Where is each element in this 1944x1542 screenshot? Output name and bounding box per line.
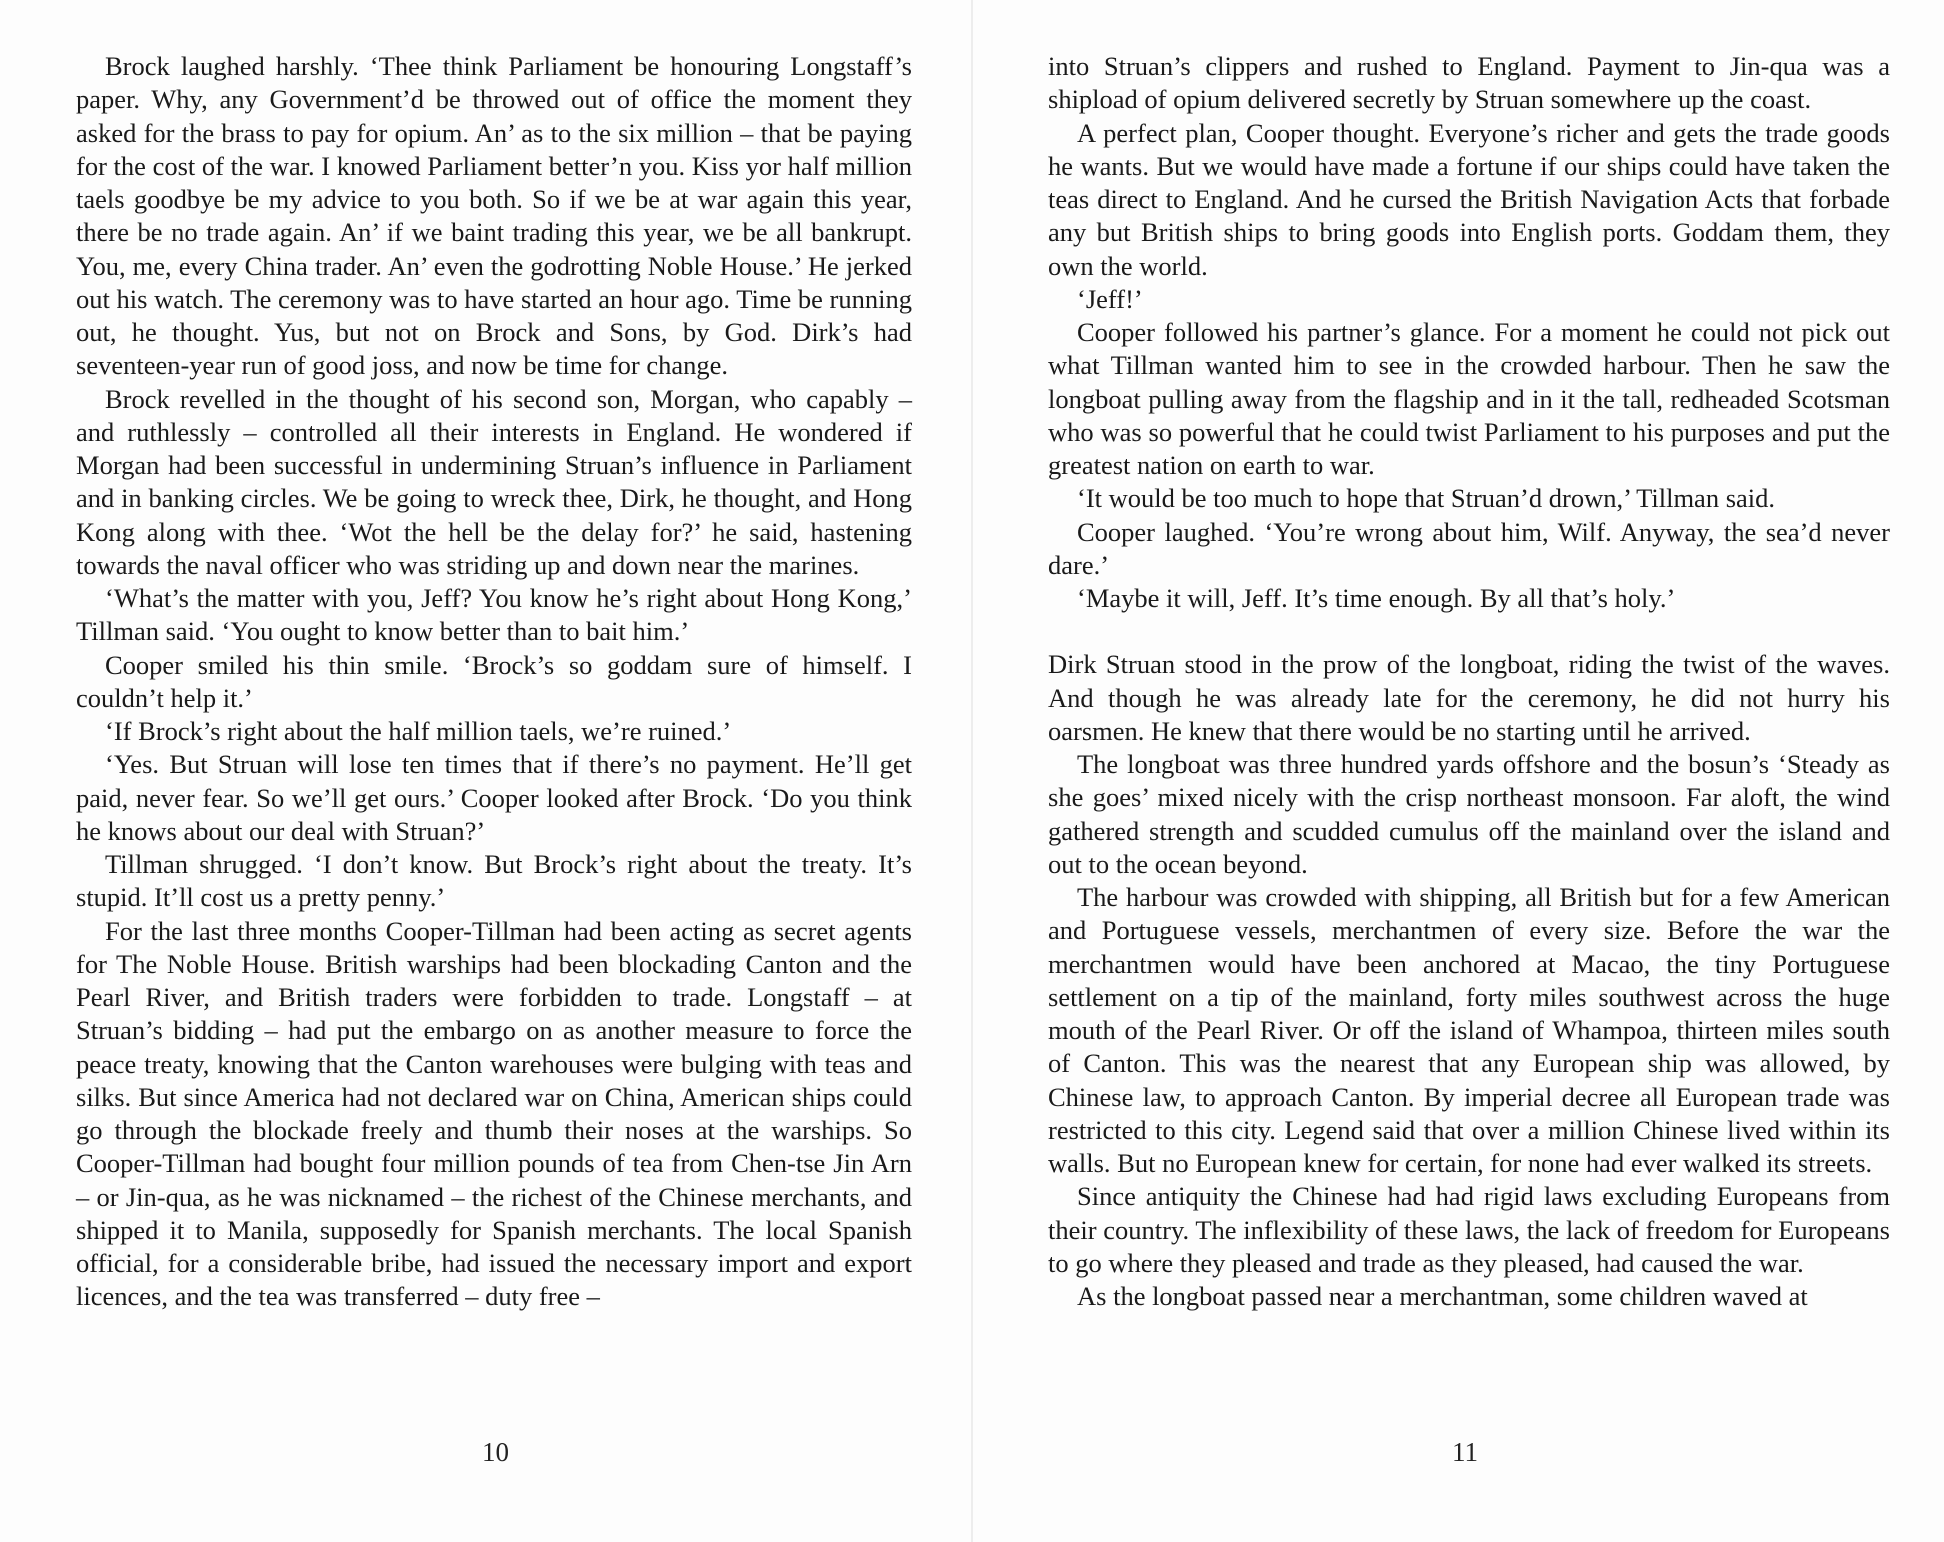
paragraph: Brock revelled in the thought of his second son, Morgan, who capably – and ruthlessly – controlled all their interests in England. He wondered if Morgan had been successful in undermining Struan’s influence in Parliament and in banking circles. We be going to wreck thee, Dirk, he thought, and Hong Kong along with thee. ‘Wot the hell be the delay for?’ he said, hastening towards the naval officer who was striding up and down near the marines. (76, 383, 912, 580)
paragraph: ‘Yes. But Struan will lose ten times that if there’s no payment. He’ll get paid, never fear. So we’ll get ours.’ Cooper looked after Brock. ‘Do you think he knows about our deal with Struan?’ (76, 749, 912, 846)
paragraph: Cooper laughed. ‘You’re wrong about him, Wilf. Anyway, the sea’d never dare.’ (1048, 516, 1890, 580)
page-number: 11 (1452, 1437, 1478, 1467)
paragraph: ‘Jeff!’ (1077, 283, 1143, 314)
paragraph: As the longboat passed near a merchantman, some children waved at (1077, 1281, 1808, 1311)
paragraph: ‘What’s the matter with you, Jeff? You know he’s right about Hong Kong,’ Tillman said. ‘You ought to know better than to bait him.’ (76, 583, 912, 647)
paragraph: The longboat was three hundred yards offshore and the bosun’s ‘Steady as she goes’ mixed nicely with the crisp northeast monsoon. Far aloft, the wind gathered strength and scudded cumulus off the mainland over the island and out to the ocean beyond. (1048, 749, 1890, 879)
paragraph: Tillman shrugged. ‘I don’t know. But Brock’s right about the treaty. It’s stupid. It’ll cost us a pretty penny.’ (76, 849, 912, 913)
left-page-text (76, 50, 912, 1314)
paragraph-continued: into Struan’s clippers and rushed to England. Payment to Jin-qua was a shipload of opium delivered secretly by Struan somewhere up the coast. (1048, 51, 1890, 115)
paragraph: ‘It would be too much to hope that Struan’d drown,’ Tillman said. (1077, 483, 1776, 514)
paragraph: For the last three months Cooper-Tillman had been acting as secret agents for The Noble House. British warships had been blockading Canton and the Pearl River, and British traders were forbidden to trade. Longstaff – at Struan’s bidding – had put the embargo on as another measure to force the peace treaty, knowing that the Canton warehouses were bulging with teas and silks. But since America had not declared war on China, American ships could go through the blockade freely and thumb their noses at the warships. So Cooper-Tillman had bought four million pounds of tea from Chen-tse Jin Arn – or Jin-qua, as he was nicknamed – the richest of the Chinese merchants, and shipped it to Manila, supposedly for Spanish merchants. The local Spanish official, for a considerable bribe, had issued the necessary import and export licences, and the tea was transferred – duty free – (76, 915, 912, 1312)
right-page-text (1048, 50, 1890, 1313)
paragraph: Since antiquity the Chinese had had rigid laws excluding Europeans from their country. The inflexibility of these laws, the lack of freedom for Europeans to go where they pleased and trade as they pleased, had caused the war. (1048, 1181, 1890, 1278)
right-page (972, 0, 1944, 1542)
page-number: 10 (482, 1437, 509, 1467)
paragraph: A perfect plan, Cooper thought. Everyone’s richer and gets the trade goods he wants. But we would have made a fortune if our ships could have taken the teas direct to England. And he cursed the British Navigation Acts that forbade any but British ships to bring goods into English ports. Goddam them, they own the world. (1048, 117, 1890, 281)
paragraph: ‘Maybe it will, Jeff. It’s time enough. By all that’s holy.’ (1077, 583, 1676, 613)
paragraph: ‘If Brock’s right about the half million taels, we’re ruined.’ (105, 716, 732, 746)
paragraph: Cooper smiled his thin smile. ‘Brock’s so goddam sure of himself. I couldn’t help it.’ (76, 649, 912, 713)
paragraph: Cooper followed his partner’s glance. For a moment he could not pick out what Tillman wanted him to see in the crowded harbour. Then he saw the longboat pulling away from the flagship and in it the tall, redheaded Scotsman who was so powerful that he could twist Parliament to his purposes and put the greatest nation on earth to war. (1048, 317, 1890, 480)
section-opening-paragraph: Dirk Struan stood in the prow of the longboat, riding the twist of the waves. And though he was already late for the ceremony, he did not hurry his oarsmen. He knew that there would be no starting until he arrived. (1048, 649, 1890, 746)
paragraph: Brock laughed harshly. ‘Thee think Parliament be honouring Longstaff’s paper. Why, any Government’d be throwed out of office the moment they asked for the brass to pay for opium. An’ as to the six million – that be paying for the cost of the war. I knowed Parliament better’n you. Kiss yor half million taels goodbye be my advice to you both. So if we be at war again this year, there be no trade again. An’ if we baint trading this year, we be all bankrupt. You, me, every China trader. An’ even the godrotting Noble House.’ He jerked out his watch. The ceremony was to have started an hour ago. Time be running out, he thought. Yus, but not on Brock and Sons, by God. Dirk’s had seventeen-year run of good joss, and now be time for change. (76, 51, 912, 381)
paragraph: The harbour was crowded with shipping, all British but for a few American and Portuguese vessels, merchantmen of every size. Before the war the merchantmen would have been anchored at Macao, the tiny Portuguese settlement on a tip of the mainland, forty miles southwest across the huge mouth of the Pearl River. Or off the island of Whampoa, thirteen miles south of Canton. This was the nearest that any European ship was allowed, by Chinese law, to approach Canton. By imperial decree all European trade was restricted to this city. Legend said that over a million Chinese lived within its walls. But no European knew for certain, for none had ever walked its streets. (1048, 882, 1890, 1178)
